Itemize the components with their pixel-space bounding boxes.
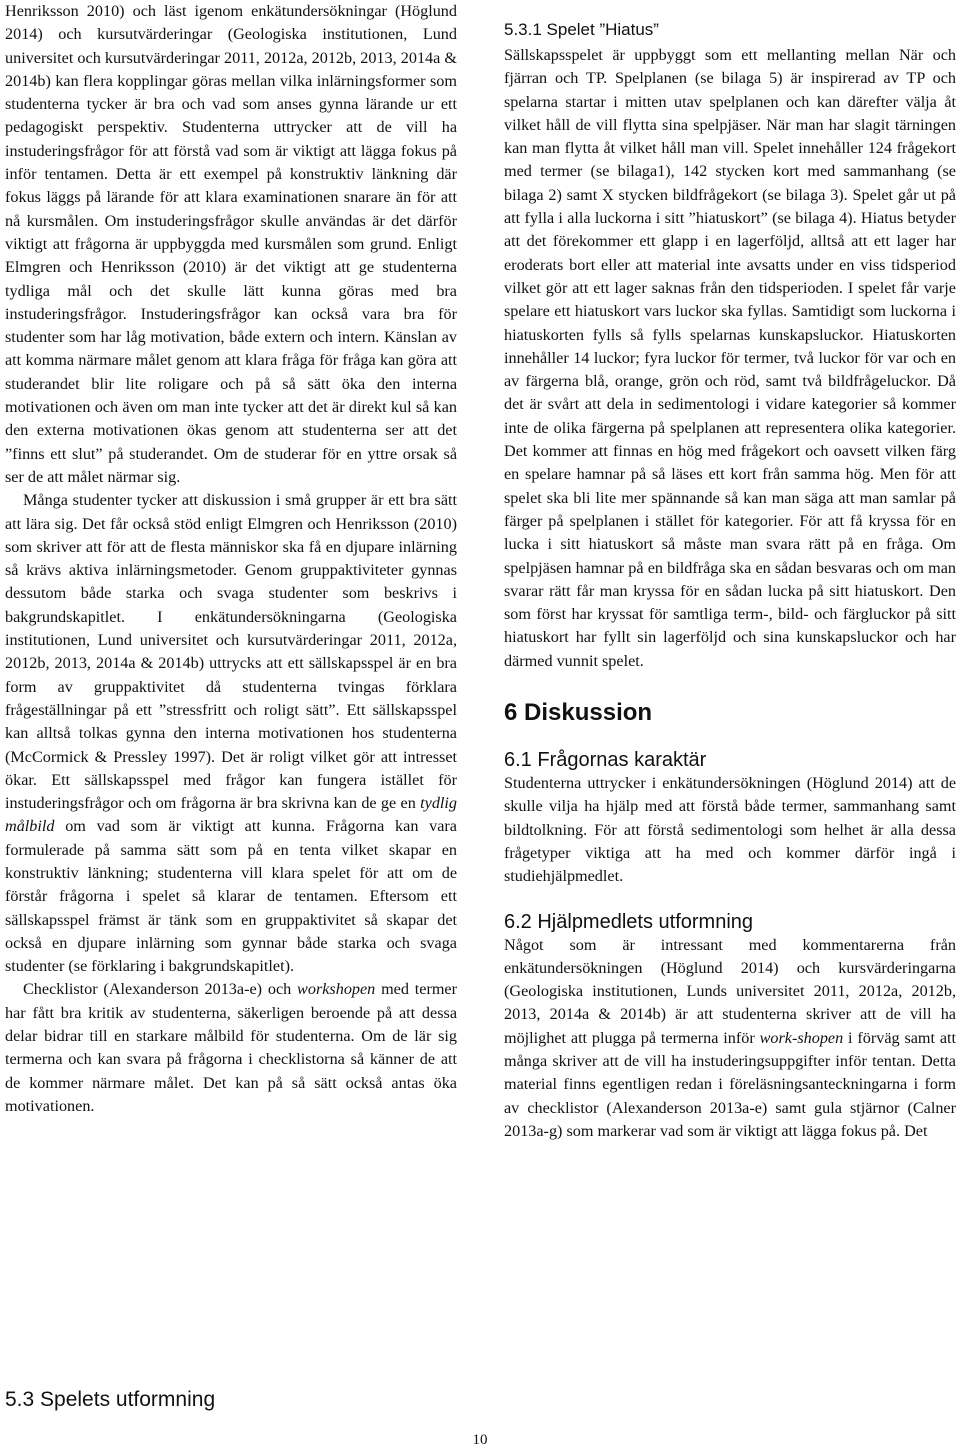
right-paragraph-5-3-1: Sällskapsspelet är uppbyggt som ett mellanting mellan När och fjärran och TP. Spelplanen (se bilaga 5) är inspirerad av TP och spelarna startar i mitten utav spelplanen och kan därefter välja åt vilket håll de vill flytta sina spelpjäser. När man har slagit tärningen kan man flytta åt vilket håll man vill. Spelet innehåller 124 frågekort med termer (se bilaga1), 142 stycken kort med sammanhang (se bilaga 2) samt X stycken bildfrågekort (se bilaga 3). Spelet går ut på att fylla i alla luckorna i sitt ”hiatuskort” (se bilaga 4). Hiatus betyder att det förekommer ett glapp i en lagerföljd, alltså att ett lager har eroderats bort eller att material inte avsatts under en viss tidsperiod vilket gör att ett lager saknas från den tidsperioden. I spelet får varje spelare ett hiatuskort vars luckor ska fyllas. Samtidigt som luckorna i hiatuskorten fylls så fylls spelarnas kunskapsluckor. Hiatuskorten innehåller 14 luckor; fyra luckor för termer, två luckor för var och en av färgerna blå, orange, grön och röd, samt två bildfrågeluckor. Då det är svårt att dela in sedimentologi i vidare kategorier så kommer inte de olika färgerna på spelplanen att representera olika kategorier. Det kommer att finnas en hög med frågekort och oavsett vilken färg en spelare hamnar på så läses ett kort från samma hög. Men för att spelet ska bli lite mer spännande så kan man säga att man samlar på färger på spelplanen i stället för kategorier. För att få kryssa för en lucka i sitt hiatuskort så måste man svara rätt på en fråga. Om spelpjäsen hamnar på en bildfråga ska en sådan besvaras och om man svarar rätt får man kryssa för en sådan lucka på sitt hiatuskort. Den som först har kryssat för samtliga term-, bild- och färgluckor på sitt hiatuskort har fyllt sin lagerföljd och sina kunskapsluckor och har därmed vunnit spelet. — [504, 46, 956, 670]
right-paragraph-6-1: Studenterna uttrycker i enkätundersökningen (Höglund 2014) att de skulle vilja ha hjälp med att förstå både termer, sammanhang samt bildtolkning. För att förstå sedimentologi som helhet är alla dessa frågetyper viktiga att ha med och kommer därför ingå i studiehjälpmedlet. — [504, 774, 956, 886]
right-paragraph-6-2 — [504, 934, 956, 1144]
right-column — [504, 20, 956, 1143]
chapter-heading-6: 6 Diskussion — [504, 699, 653, 727]
left-paragraph-2-text: Många studenter tycker att diskussion i små grupper är ett bra sätt att lära sig. Det får också stöd enligt Elmgren och Henriksson (2010) som skriver att för att de flesta människor ska få en djupare inlärning så krävs aktiva inlärningsmetoder. Genom gruppaktiviteter gynnas dessutom både starka och svaga studenter som beskrivs i bakgrundskapitlet. I enkätundersökningarna (Geologiska institutionen, Lund universitet och kursutvärderingar 2011, 2012a, 2012b, 2013, 2014a & 2014b) uttrycks att ett sällskapsspel är en bra form av gruppaktivitet då studenterna tvingas förklara frågeställningar på ett ”stressfritt och roligt sätt”. Ett sällskapsspel kan alltså tolkas gynna den interna motivationen hos studenterna (McCormick & Pressley 1997). Det är roligt vilket gör att intresset ökar. Ett sällskapsspel med frågor kan fungera istället för instuderingsfrågor och om frågorna är bra skrivna kan de ge en — [5, 491, 457, 813]
section-heading-6-1: 6.1 Frågornas karaktär — [504, 749, 707, 772]
left-paragraph-2-emphasis: tydlig målbild — [5, 794, 458, 836]
left-paragraph-3-text: Checklistor (Alexanderson 2013a-e) och — [23, 980, 292, 999]
right-paragraph-6-2-text: Något som är intressant med kommentarerna från enkätundersökningen (Höglund 2014) och kursvärderingarna (Geologiska institutionen, Lunds universitet 2011, 2012a, 2012b, 2013, 2014a & 2014b) är att studenterna skriver att de vill ha möjlighet att plugga på termerna inför — [504, 935, 956, 1047]
section-heading-6-2: 6.2 Hjälpmedlets utformning — [504, 910, 754, 933]
left-paragraph-3-emphasis: workshopen — [297, 980, 376, 999]
left-paragraph-1: Henriksson 2010) och läst igenom enkätundersökningar (Höglund 2014) och kursutvärderingar (Geologiska institutionen, Lund universitet och kursutvärderingar 2011, 2012a, 2012b, 2013, 2014a & 2014b) kan flera kopplingar göras mellan vilka inlärningsformer som studenterna tycker är bra och vad som anses gynna lärande ur ett pedagogiskt perspektiv. Studenterna uttrycker att de vill ha instuderingsfrågor för att förstå vad som är viktigt att lägga fokus på inför tentamen. Detta är ett exempel på konstruktiv länkning där fokus läggs på lärande för att klara examinationen snarare än för att nå kursmålen. Om instuderingsfrågor skulle användas är det därför viktigt att frågorna är uppbyggda med kursmålen som grund. Enligt Elmgren och Henriksson (2010) är det viktigt att ge studenterna tydliga mål och det skulle lätt kunna göras med bra instuderingsfrågor. Instuderingsfrågor kan också vara bra för studenter som har låg motivation, både extern och intern. Känslan av att komma närmare målet genom att klara fråga för fråga kan göra att studerandet blir lite roligare och på så sätt öka den interna motivationen och även om man inte tycker att det är direkt kul så kan den externa motivationen ökas genom att studenterna ser att det ”finns ett slut” på studerandet. Om de studerar för en yttre orsak så ser de att målet närmar sig. — [5, 2, 457, 486]
left-paragraph-2-rest: om vad som är viktigt att kunna. Frågorna kan vara formulerade på samma sätt som på en tenta vilket skapar en konstruktiv länkning; studenterna vill klara spelet för att om de förstår frågorna i spelet så klarar de tentamen. Eftersom ett sällskapsspel främst är tänk som en gruppaktivitet så skapar det också en djupare inlärning som gynnar både starka och svaga studenter (se förklaring i bakgrundskapitlet). — [5, 817, 457, 976]
left-paragraph-3-rest: med termer har fått bra kritik av studenterna, säkerligen beroende på att dessa delar bidrar till en starkare målbild för studenterna. Om de lär sig termerna och kan svara på frågorna i checklistorna så känner de att de kommer närmare målet. Det kan på så sätt också antas öka motivationen. — [5, 980, 458, 1115]
page-number: 10 — [472, 1432, 488, 1448]
section-heading-5-3-1: 5.3.1 Spelet ”Hiatus” — [504, 20, 659, 39]
right-paragraph-6-2-rest: i förväg samt att många skriver att de vill ha instuderingsuppgifter inför tentan. Detta material finns egentligen redan i föreläsningsanteckningarna i form av checklistor (Alexanderson 2013a-e) samt gula stjärnor (Calner 2013a-g) som markerar vad som är viktigt att lägga fokus på. Det — [504, 1028, 957, 1140]
left-paragraph-2 — [5, 489, 457, 978]
left-column — [5, 0, 457, 1118]
left-paragraph-3 — [5, 978, 457, 1118]
section-heading-5-3: 5.3 Spelets utformning — [5, 1388, 216, 1411]
right-paragraph-6-2-emphasis: work-shopen — [759, 1028, 844, 1047]
